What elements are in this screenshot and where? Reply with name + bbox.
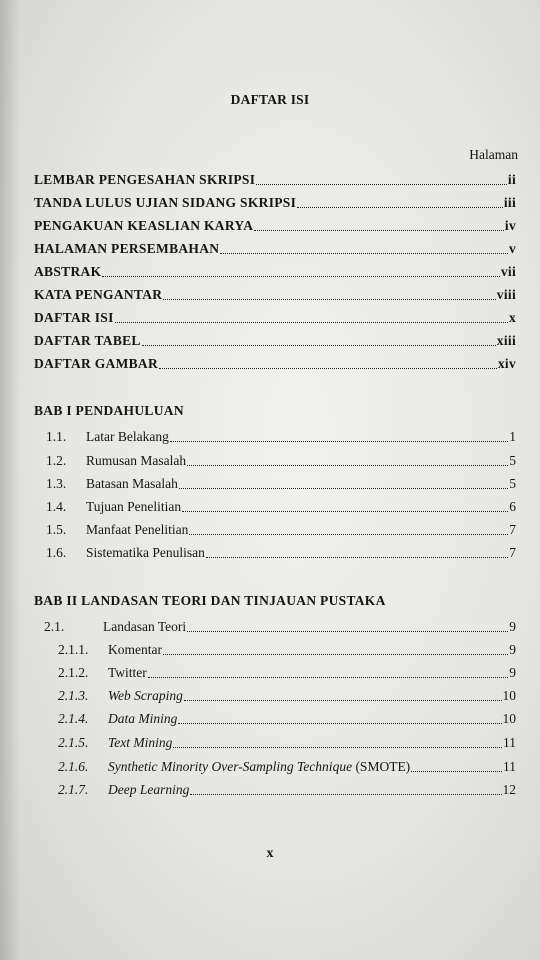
- toc-entry: [34, 356, 516, 372]
- page-number: x: [266, 846, 274, 861]
- toc-subsection: [58, 782, 516, 798]
- toc-subsection: [58, 688, 516, 704]
- page-column-header: Halaman: [469, 147, 518, 162]
- dot-leader: [163, 288, 495, 300]
- section-label: Sistematika Penulisan: [86, 545, 205, 560]
- toc-entry: [34, 195, 516, 211]
- section-number: 1.5.: [46, 522, 67, 537]
- dot-leader: [115, 311, 508, 323]
- section-page: 6: [509, 499, 516, 514]
- dot-leader: [254, 219, 504, 231]
- section-page: 1: [509, 429, 516, 444]
- subsection-number: 2.1.5.: [58, 735, 89, 750]
- subsection-number: 2.1.6.: [58, 759, 89, 774]
- dot-leader: [189, 523, 508, 535]
- toc-subsection: [58, 665, 516, 681]
- dot-leader: [142, 334, 496, 346]
- toc-entry: [34, 218, 516, 234]
- subsection-label: Text Mining: [108, 735, 173, 750]
- dot-leader: [220, 242, 508, 254]
- toc-entry: [34, 287, 516, 303]
- section-page: 7: [509, 522, 516, 537]
- section-page: 9: [509, 619, 516, 634]
- dot-leader: [411, 760, 502, 772]
- subsection-label-abbrev: (SMOTE): [352, 759, 411, 774]
- toc-entry: [34, 264, 516, 280]
- toc-section: [46, 476, 516, 492]
- toc-entry-page: xiii: [496, 333, 516, 348]
- section-page: 7: [509, 545, 516, 560]
- toc-entry-page: viii: [496, 287, 516, 302]
- page-title: DAFTAR ISI: [230, 92, 310, 107]
- toc-entry: [34, 333, 516, 349]
- dot-leader: [206, 546, 508, 558]
- toc-entry-label: PENGAKUAN KEASLIAN KARYA: [34, 218, 254, 233]
- toc-section: [46, 545, 516, 561]
- toc-entry: [34, 172, 516, 188]
- section-number: 1.4.: [46, 499, 67, 514]
- subsection-page: 10: [502, 711, 516, 726]
- toc-subsection: [58, 711, 516, 727]
- toc-entry-label: ABSTRAK: [34, 264, 102, 279]
- subsection-label: Deep Learning: [108, 782, 190, 797]
- section-label: Batasan Masalah: [86, 476, 178, 491]
- toc-subsection: [58, 735, 516, 751]
- toc-entry-page: iv: [504, 218, 516, 233]
- toc-entry: [34, 310, 516, 326]
- subsection-page: 11: [503, 759, 516, 774]
- chapter-title: BAB II LANDASAN TEORI DAN TINJAUAN PUSTAKA: [34, 593, 386, 608]
- toc-entry-page: vii: [500, 264, 516, 279]
- section-label: Rumusan Masalah: [86, 453, 187, 468]
- section-number: 1.1.: [46, 429, 67, 444]
- dot-leader: [187, 620, 508, 632]
- dot-leader: [159, 357, 497, 369]
- dot-leader: [170, 430, 508, 442]
- toc-entry-label: DAFTAR ISI: [34, 310, 114, 325]
- toc-entry-label: LEMBAR PENGESAHAN SKRIPSI: [34, 172, 256, 187]
- page-shadow: [0, 0, 20, 960]
- toc-section: [46, 499, 516, 515]
- subsection-page: 12: [502, 782, 516, 797]
- toc-entry-page: ii: [507, 172, 516, 187]
- toc-entry-label: DAFTAR GAMBAR: [34, 356, 159, 371]
- dot-leader: [182, 500, 508, 512]
- toc-entry-label: HALAMAN PERSEMBAHAN: [34, 241, 220, 256]
- toc-entry-page: v: [508, 241, 516, 256]
- dot-leader: [297, 196, 503, 208]
- subsection-label: [108, 759, 410, 775]
- section-label: Landasan Teori: [103, 619, 187, 634]
- toc-section: [46, 453, 516, 469]
- dot-leader: [256, 173, 507, 185]
- toc-entry-label: KATA PENGANTAR: [34, 287, 163, 302]
- toc-entry-label: DAFTAR TABEL: [34, 333, 141, 348]
- subsection-number: 2.1.1.: [58, 642, 89, 657]
- section-number: 1.2.: [46, 453, 67, 468]
- dot-leader: [187, 454, 508, 466]
- subsection-number: 2.1.7.: [58, 782, 89, 797]
- section-number: 1.3.: [46, 476, 67, 491]
- toc-section: [46, 522, 516, 538]
- dot-leader: [148, 666, 508, 678]
- subsection-label: Data Mining: [108, 711, 178, 726]
- subsection-page: 9: [509, 665, 516, 680]
- dot-leader: [190, 783, 501, 795]
- subsection-page: 9: [509, 642, 516, 657]
- toc-section: [46, 429, 516, 445]
- toc-entry-label: TANDA LULUS UJIAN SIDANG SKRIPSI: [34, 195, 297, 210]
- subsection-label: Web Scraping: [108, 688, 183, 703]
- section-number: 2.1.: [44, 619, 65, 634]
- chapter-title: BAB I PENDAHULUAN: [34, 403, 184, 418]
- subsection-page: 11: [503, 735, 516, 750]
- subsection-label: Komentar: [108, 642, 162, 657]
- toc-subsection: [58, 759, 516, 775]
- subsection-number: 2.1.4.: [58, 711, 89, 726]
- section-number: 1.6.: [46, 545, 67, 560]
- toc-entry-page: xiv: [497, 356, 516, 371]
- dot-leader: [102, 265, 499, 277]
- subsection-page: 10: [502, 688, 516, 703]
- toc-section: [44, 619, 516, 635]
- toc-subsection: [58, 642, 516, 658]
- section-label: Manfaat Penelitian: [86, 522, 189, 537]
- toc-entry-page: x: [508, 310, 516, 325]
- subsection-label: Twitter: [108, 665, 147, 680]
- toc-entry-page: iii: [503, 195, 516, 210]
- section-page: 5: [509, 476, 516, 491]
- subsection-number: 2.1.3.: [58, 688, 89, 703]
- toc-entry: [34, 241, 516, 257]
- dot-leader: [163, 643, 508, 655]
- dot-leader: [173, 736, 502, 748]
- section-page: 5: [509, 453, 516, 468]
- subsection-number: 2.1.2.: [58, 665, 89, 680]
- section-label: Latar Belakang: [86, 429, 169, 444]
- dot-leader: [178, 712, 501, 724]
- section-label: Tujuan Penelitian: [86, 499, 182, 514]
- dot-leader: [184, 689, 502, 701]
- subsection-label-italic: Synthetic Minority Over-Sampling Technique: [108, 759, 353, 774]
- dot-leader: [179, 477, 508, 489]
